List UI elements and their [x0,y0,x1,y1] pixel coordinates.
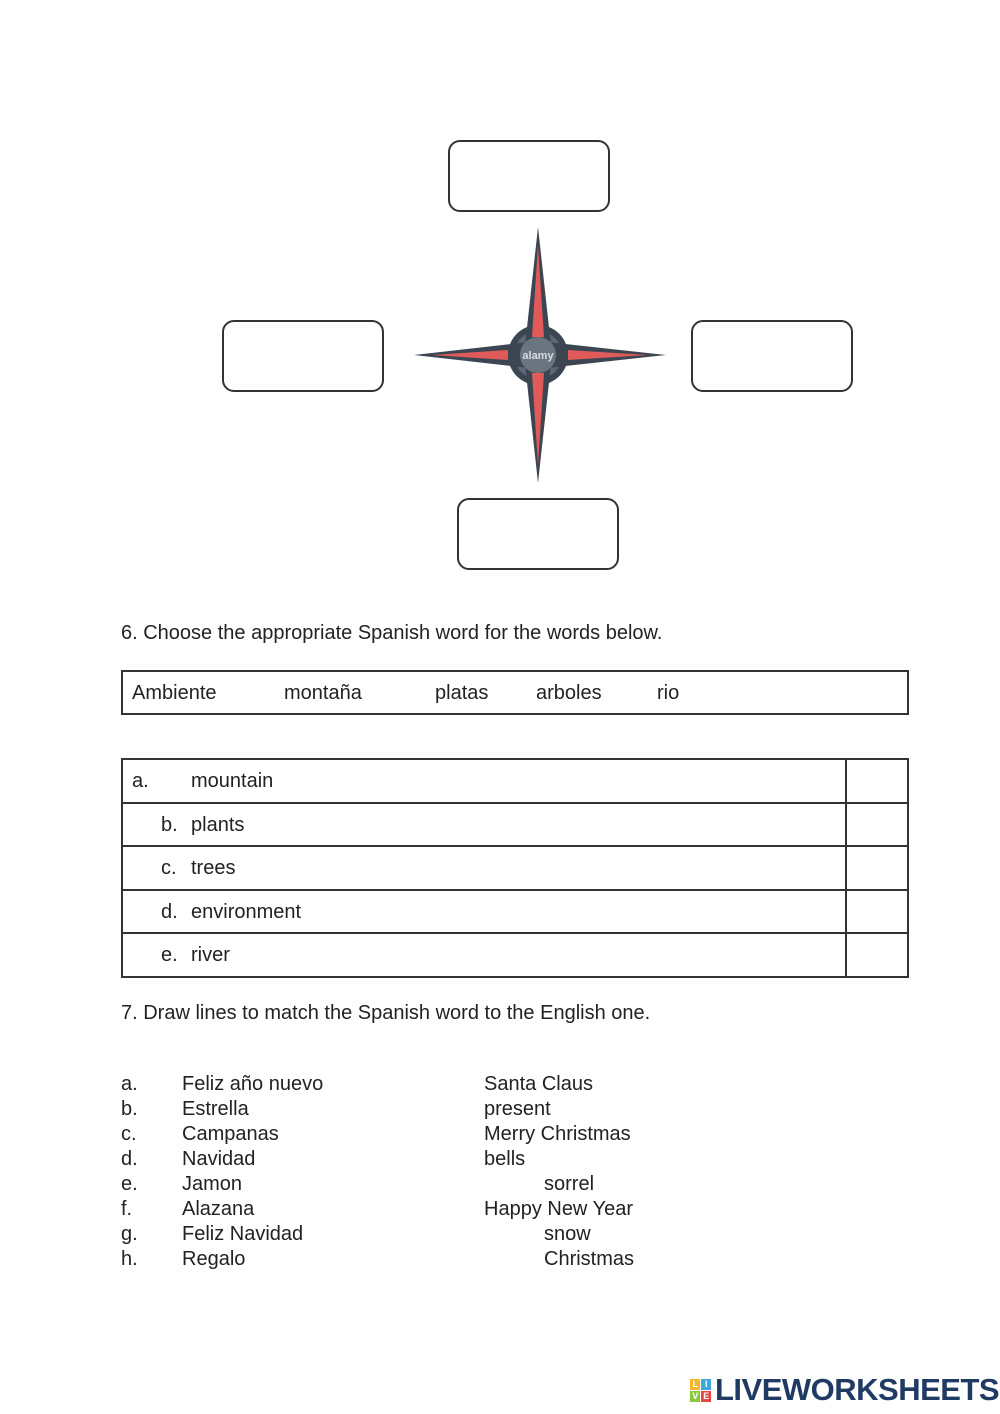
answer-input-cell[interactable] [845,891,907,933]
match-spanish-word[interactable]: Navidad [182,1148,256,1170]
table-row [123,760,907,804]
match-english-word[interactable]: present [484,1098,551,1120]
list-item [121,1123,721,1148]
answer-input-cell[interactable] [845,934,907,978]
match-letter: f. [121,1198,133,1220]
word-bank-item: arboles [536,682,602,704]
row-word: mountain [191,770,274,792]
row-letter: e. [161,944,178,967]
logo-text: LIVEWORKSHEETS [715,1372,1000,1407]
table-row [123,804,907,848]
row-letter: a. [132,770,149,792]
match-letter: e. [121,1173,138,1195]
match-spanish-word[interactable]: Regalo [182,1248,246,1270]
list-item [121,1098,721,1123]
match-letter: g. [121,1223,138,1245]
list-item [121,1173,721,1198]
section6-heading: 6. Choose the appropriate Spanish word for the words below. [121,622,663,644]
liveworksheets-logo [690,1370,999,1410]
word-bank-item: platas [435,682,489,704]
match-english-word[interactable]: bells [484,1148,526,1170]
match-letter: b. [121,1098,138,1120]
match-spanish-word[interactable]: Estrella [182,1098,249,1120]
section7-heading: 7. Draw lines to match the Spanish word to the English one. [121,1002,651,1024]
match-letter: c. [121,1123,137,1145]
list-item [121,1198,721,1223]
row-letter: c. [161,857,177,880]
compass-watermark: alamy [522,350,554,362]
list-item [121,1223,721,1248]
answer-input-cell[interactable] [845,804,907,846]
word-bank-item: montaña [284,682,362,704]
match-letter: d. [121,1148,138,1170]
row-word: environment [191,900,302,923]
match-spanish-word[interactable]: Campanas [182,1123,279,1145]
match-spanish-word[interactable]: Feliz Navidad [182,1223,304,1245]
match-english-word[interactable]: snow [544,1223,591,1245]
match-spanish-word[interactable]: Alazana [182,1198,255,1220]
match-spanish-word[interactable]: Jamon [182,1173,243,1195]
match-english-word[interactable]: Happy New Year [484,1198,633,1220]
compass-north-answer-box[interactable] [448,140,610,212]
vocab-table [121,758,909,978]
word-bank [121,670,909,715]
compass-east-answer-box[interactable] [691,320,853,392]
word-bank-item: Ambiente [132,682,217,704]
row-letter: d. [161,900,178,923]
match-english-word[interactable]: Santa Claus [484,1073,593,1095]
match-letter: h. [121,1248,138,1270]
logo-mark-icon: L I V E [690,1379,711,1402]
table-row [123,847,907,891]
row-word: trees [191,857,236,880]
compass-south-answer-box[interactable] [457,498,619,570]
compass-west-answer-box[interactable] [222,320,384,392]
match-english-word[interactable]: sorrel [544,1173,595,1195]
table-row [123,891,907,935]
match-list [121,1073,721,1273]
match-english-word[interactable]: Merry Christmas [484,1123,631,1145]
row-word: river [191,944,230,967]
compass-rose-image [410,225,670,485]
list-item [121,1248,721,1273]
list-item [121,1148,721,1173]
match-english-word[interactable]: Christmas [544,1248,635,1270]
list-item [121,1073,721,1098]
answer-input-cell[interactable] [845,760,907,802]
row-letter: b. [161,813,178,836]
match-letter: a. [121,1073,138,1095]
answer-input-cell[interactable] [845,847,907,889]
match-spanish-word[interactable]: Feliz año nuevo [182,1073,324,1095]
word-bank-item: rio [657,682,680,704]
row-word: plants [191,813,245,836]
table-row [123,934,907,978]
